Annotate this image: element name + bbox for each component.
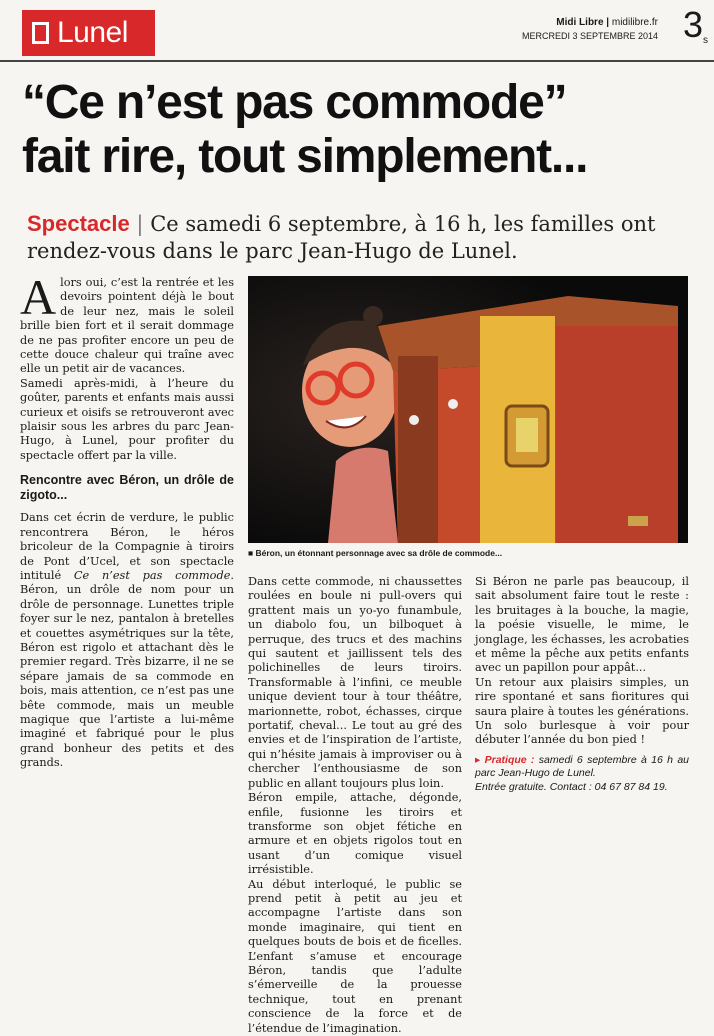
standfirst [27,210,687,265]
practical-entry: Entrée gratuite. Contact : 04 67 87 84 19. [475,780,668,793]
section-square-icon [32,22,49,44]
column-2 [248,575,462,1036]
article-photo [248,276,688,543]
paragraph-6: Au début interloqué, le public se prend petit à petit au jeu et accompagne l’artiste dans son monde imaginaire, qui tient en quelques bouts de bois et de ficelles. L’enfant s’amuse et encourage Béron, tandis que l’adulte s’émerveille de la prouesse technique, tout en prenant conscience de la force et de l’étendue de l’imagination. [248,877,462,1035]
practical-label: Pratique : [484,753,535,766]
practical-text: samedi 6 septembre à 16 h au parc Jean-Hugo de Lunel. [475,753,689,780]
paragraph-1: Alors oui, c’est la rentrée et les devoirs pointent déjà le bout de leur nez, mais le soleil brille bien fort et il serait dommage de ne pas profiter encore un peu de cette douce chaleur qui traîne avec elle un petit air de vacances. [20,269,234,376]
photo-illustration [248,276,688,543]
paragraph-8: Un retour aux plaisirs simples, un rire spontané et sans fioritures qui saura plaire à toutes les générations. Un solo burlesque à voir pour débuter l’année du bon pied ! [475,675,689,747]
headline [22,76,702,184]
practical-info [475,754,689,795]
kicker: Spectacle [27,211,130,236]
column-1 [20,269,234,771]
column-3 [475,575,689,794]
page-number: 3s [682,4,708,46]
kicker-separator: | [136,212,151,236]
photo-caption: ■ Béron, un étonnant personnage avec sa drôle de commode... [248,548,503,558]
standfirst-text: Ce samedi 6 septembre, à 16 h, les familles ont rendez-vous dans le parc Jean-Hugo de Lunel. [27,212,656,263]
triangle-icon: ▸ [475,753,481,766]
paragraph-7: Si Béron ne parle pas beaucoup, il sait absolument faire tout le reste : les bruitages à la bouche, la magie, la poésie visuelle, le mime, le jonglage, les échasses, les acrobaties et même la pêche aux petits enfants avec un papillon pour appât... [475,575,689,675]
subhead: Rencontre avec Béron, un drôle de zigoto... [20,473,234,503]
headline-line-2: fait rire, tout simplement... [22,130,588,183]
paragraph-3: Dans cet écrin de verdure, le public rencontrera Béron, le héros bricoleur de la Compagnie à tiroirs de Pont d’Ucel, et son spectacle intitulé Ce n’est pas commode. Béron, un drôle de nom pour un drôle de personnage. Lunettes triple foyer sur le nez, pantalon à bretelles et couettes asymétriques sur la tête, Béron est rigolo et attachant dès le premier regard. Très bizarre, il ne se sépare jamais de sa commode en bois, mais attention, ce n’est pas une bête commode, mais un meuble magique que l’artiste a lui-même imaginé et fabriqué pour le plus grand bonheur des petits et des grands. [20,511,234,770]
masthead [0,0,714,62]
paragraph-5: Béron empile, attache, dégonde, enfile, fusionne les tiroirs et transforme son objet fétiche en armure et en objets rigolos tout en usant d’un comique visuel irrésistible. [248,791,462,877]
brand-name: Midi Libre [556,17,604,28]
brand-site: midilibre.fr [611,17,658,28]
drop-cap: A [20,269,57,325]
section-name: Lunel [57,16,128,49]
newspaper-info: Midi Libre | midilibre.fr MERCREDI 3 SEPTEMBRE 2014 [521,17,658,41]
issue-date: MERCREDI 3 SEPTEMBRE 2014 [521,31,658,41]
paragraph-2: Samedi après-midi, à l’heure du goûter, parents et enfants mais aussi curieux et oisifs se retrouveront avec plaisir sous les arbres du parc Jean-Hugo, à Lunel, pour profiter du spectacle offert par la ville. [20,376,234,462]
paragraph-4: Dans cette commode, ni chaussettes roulées en boule ni pull-overs qui grattent mais un yo-yo funambule, un diabolo fou, un bilboquet à perruque, des trucs et des machins qui sautent et jaillissent tels des polichinelles de leurs tiroirs. Transformable à l’infini, ce meuble unique devient tour à tour théâtre, marionnette, robot, échasses, cirque portatif, cheval... Le tout au gré des envies et de l’inspiration de l’artiste, qui n’hésite jamais à improviser ou à chercher l’enthousiasme de son public en allant toujours plus loin. [248,575,462,790]
section-tag [22,10,155,56]
header-rule [0,60,714,62]
headline-line-1: “Ce n’est pas commode” [22,76,567,129]
